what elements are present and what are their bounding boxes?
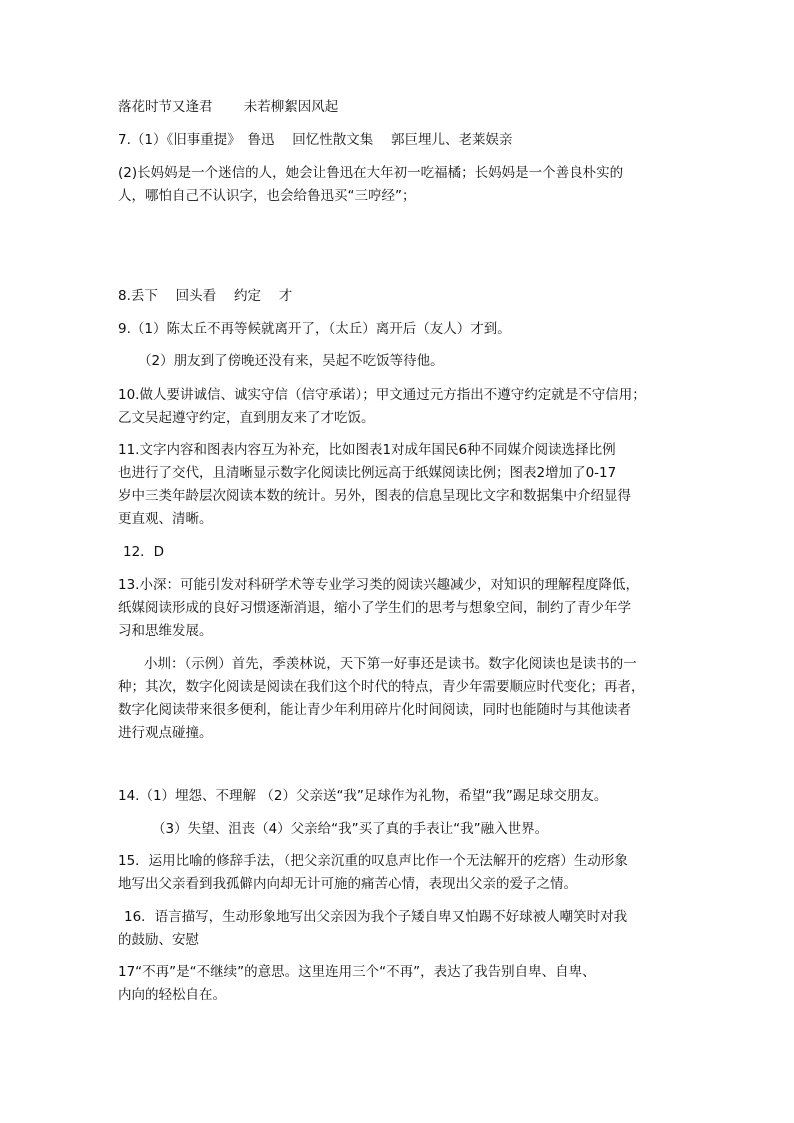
answer-line-13d: 小圳：（示例）首先，季羡林说，天下第一好事还是读书。数字化阅读也是读书的一 [144,656,637,672]
answer-line-13e: 种；其次，数字化阅读是阅读在我们这个时代的特点，青少年需要顺应时代变化；再者， [118,679,645,695]
answer-line-12: 12．D [123,544,165,560]
answer-line-17a: 17“不再”是“不继续”的意思。这里连用三个“不再”，表达了我告别自卑、自卑、 [118,964,596,980]
answer-line-13f: 数字化阅读带来很多便利，能让青少年利用碎片化时间阅读，同时也能随时与其他读者 [118,702,631,718]
answer-line-11c: 岁中三类年龄层次阅读本数的统计。另外，图表的信息呈现比文字和数据集中介绍显得 [118,488,631,504]
answer-line-13b: 纸媒阅读形成的良好习惯逐渐消退，缩小了学生们的思考与想象空间，制约了青少年学 [118,600,631,616]
answer-line-17b: 内向的轻松自在。 [118,987,226,1003]
answer-line-9-1: 9.（1）陈太丘不再等候就离开了，（太丘）离开后（友人）才到。 [118,321,511,337]
answer-line-11b: 也进行了交代，且清晰显示数字化阅读比例远高于纸媒阅读比例；图表2增加了0-17 [118,465,617,481]
answer-line-15a: 15．运用比喻的修辞手法，（把父亲沉重的叹息声比作一个无法解开的疙瘩）生动形象 [118,853,628,869]
answer-line-14a: 14.（1）埋怨、不理解 （2）父亲送“我”足球作为礼物，希望“我”踢足球交朋友。 [118,788,608,804]
answer-line-7-1: 7.（1）《旧事重提》 鲁迅 回忆性散文集 郭巨埋儿、老莱娱亲 [118,132,513,148]
answer-line-15b: 地写出父亲看到我孤僻内向却无计可施的痛苦心情，表现出父亲的爱子之情。 [118,876,577,892]
answer-line-13c: 习和思维发展。 [118,623,213,639]
answer-line-11a: 11.文字内容和图表内容互为补充，比如图表1对成年国民6种不同媒介阅读选择比例 [118,442,616,458]
answer-line-13a: 13.小深：可能引发对科研学术等专业学习类的阅读兴趣减少，对知识的理解程度降低， [118,577,639,593]
answer-line-poetry: 落花时节又逢君 未若柳絮因风起 [118,99,339,115]
answer-line-16b: 的鼓励、安慰 [118,932,199,948]
answer-line-13g: 进行观点碰撞。 [118,725,213,741]
answer-line-16a: 16．语言描写，生动形象地写出父亲因为我个子矮自卑又怕踢不好球被人嘲笑时对我 [124,909,628,925]
answer-line-14b: （3）失望、沮丧（4）父亲给“我”买了真的手表让“我”融入世界。 [152,821,549,837]
answer-line-7-2a: (2)长妈妈是一个迷信的人，她会让鲁迅在大年初一吃福橘；长妈妈是一个善良朴实的 [118,165,624,181]
answer-line-11d: 更直观、清晰。 [118,511,213,527]
answer-line-7-2b: 人，哪怕自己不认识字，也会给鲁迅买“三哼经”； [118,188,416,204]
answer-line-10a: 10.做人要讲诚信、诚实守信（信守承诺）；甲文通过元方指出不遵守约定就是不守信用； [118,387,646,403]
answer-line-8: 8.丢下 回头看 约定 才 [118,288,293,304]
answer-line-9-2: （2）朋友到了傍晚还没有来，吴起不吃饭等待他。 [138,353,444,369]
answer-line-10b: 乙文吴起遵守约定，直到朋友来了才吃饭。 [118,410,375,426]
